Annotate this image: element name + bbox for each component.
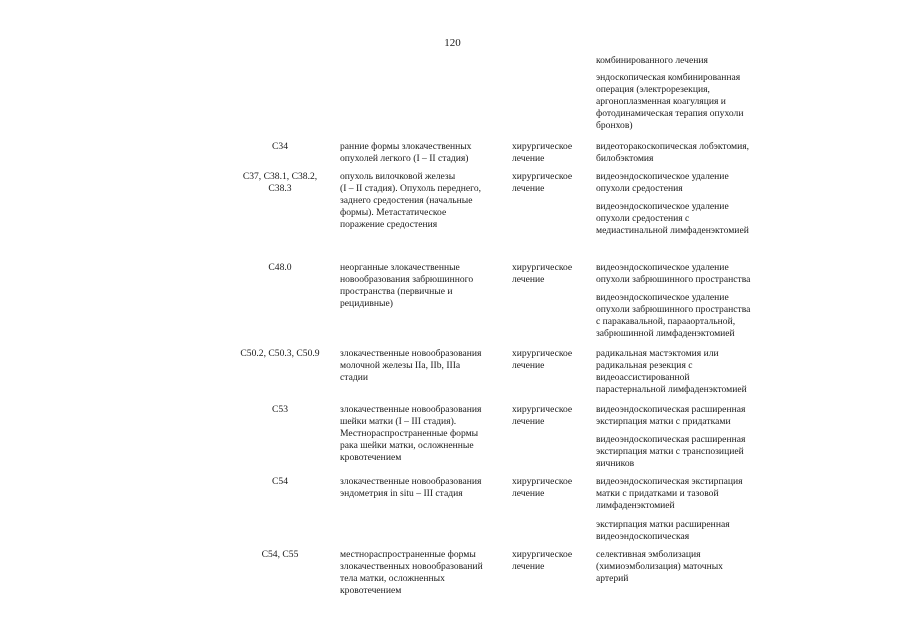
text-line: видеоэндоскопическая: [596, 531, 690, 543]
text-line: опухоли средостения: [596, 183, 683, 195]
diagnosis-cell: [340, 141, 508, 165]
treatment-type-cell: [512, 171, 596, 195]
page-number: 120: [444, 37, 461, 49]
text-line: аргоноплазменная коагуляция и: [596, 96, 726, 108]
text-line: кровотечением: [340, 585, 402, 597]
diagnosis-cell: [340, 549, 508, 597]
text-line: билобэктомия: [596, 153, 654, 165]
text-line: экстирпация матки с транспозицией: [596, 446, 744, 458]
text-line: фотодинамическая терапия опухоли: [596, 108, 744, 120]
text-line: видеоторакоскопическая лобэктомия,: [596, 141, 750, 152]
text-line: радикальная резекция с: [596, 360, 693, 372]
text-line: C53: [272, 404, 288, 415]
text-line: хирургическое: [512, 171, 573, 182]
text-line: лечение: [512, 274, 545, 286]
treatment-type-cell: [512, 476, 596, 500]
text-line: поражение средостения: [340, 219, 438, 231]
text-line: экстирпация матки с придатками: [596, 416, 731, 428]
text-line: хирургическое: [512, 348, 573, 359]
text-line: заднего средостения (начальные: [340, 195, 473, 207]
text-line: лечение: [512, 183, 545, 195]
text-line: тела матки, осложненных: [340, 573, 445, 585]
icd-code-cell: [228, 348, 332, 360]
text-line: C50.2, C50.3, C50.9: [240, 348, 320, 359]
text-line: видеоассистированной: [596, 372, 690, 384]
diagnosis-cell: [340, 348, 508, 384]
text-line: артерий: [596, 573, 629, 585]
text-line: эндоскопическая комбинированная: [596, 72, 741, 83]
icd-code-cell: [228, 171, 332, 195]
text-line: опухолей легкого (I – II стадия): [340, 153, 469, 165]
text-line: видеоэндоскопическое удаление: [596, 262, 729, 273]
text-line: лимфаденэктомией: [596, 500, 675, 512]
method-cell: [596, 55, 776, 67]
text-line: местнораспространенные формы: [340, 549, 476, 560]
text-line: C34: [272, 141, 288, 152]
method-cell: [596, 72, 776, 132]
text-line: хирургическое: [512, 476, 573, 487]
text-line: яичников: [596, 458, 635, 470]
text-line: C38.3: [268, 183, 292, 195]
text-line: лечение: [512, 360, 545, 372]
text-line: стадии: [340, 372, 368, 384]
text-line: (I – II стадия). Опухоль переднего,: [340, 183, 482, 195]
text-line: видеоэндоскопическое удаление: [596, 201, 729, 212]
text-line: опухоль вилочковой железы: [340, 171, 456, 182]
text-line: C54: [272, 476, 288, 487]
icd-code-cell: [228, 476, 332, 488]
text-line: злокачественные новообразования: [340, 348, 482, 359]
icd-code-cell: [228, 262, 332, 274]
method-cell: [596, 434, 776, 470]
text-line: злокачественных новообразований: [340, 561, 483, 573]
method-cell: [596, 476, 776, 512]
text-line: опухоли забрюшинного пространства: [596, 304, 751, 316]
text-line: формы). Метастатическое: [340, 207, 447, 219]
text-line: матки с придатками и тазовой: [596, 488, 719, 500]
text-line: рака шейки матки, осложненные: [340, 440, 474, 452]
diagnosis-cell: [340, 262, 508, 310]
method-cell: [596, 348, 776, 396]
treatment-type-cell: [512, 348, 596, 372]
text-line: комбинированного лечения: [596, 55, 708, 66]
text-line: C54, C55: [261, 549, 299, 560]
text-line: лечение: [512, 416, 545, 428]
text-line: ранние формы злокачественных: [340, 141, 472, 152]
text-line: хирургическое: [512, 404, 573, 415]
text-line: экстирпация матки расширенная: [596, 519, 730, 530]
text-line: опухоли средостения с: [596, 213, 690, 225]
text-line: кровотечением: [340, 452, 402, 464]
method-cell: [596, 201, 776, 237]
icd-code-cell: [228, 549, 332, 561]
treatment-type-cell: [512, 549, 596, 573]
text-line: опухоли забрюшинного пространства: [596, 274, 751, 286]
text-line: медиастинальной лимфаденэктомией: [596, 225, 749, 237]
icd-code-cell: [228, 141, 332, 153]
text-line: операция (электрорезекция,: [596, 84, 710, 96]
text-line: пространства (первичные и: [340, 286, 453, 298]
text-line: злокачественные новообразования: [340, 404, 482, 415]
method-cell: [596, 404, 776, 428]
method-cell: [596, 171, 776, 195]
method-cell: [596, 141, 776, 165]
text-line: забрюшинной лимфаденэктомией: [596, 328, 735, 340]
text-line: хирургическое: [512, 141, 573, 152]
text-line: хирургическое: [512, 549, 573, 560]
text-line: молочной железы IIa, IIb, IIIa: [340, 360, 461, 372]
text-line: видеоэндоскопическое удаление: [596, 171, 729, 182]
text-line: видеоэндоскопическая расширенная: [596, 434, 746, 445]
text-line: хирургическое: [512, 262, 573, 273]
text-line: шейки матки (I – III стадия).: [340, 416, 457, 428]
text-line: лечение: [512, 561, 545, 573]
text-line: видеоэндоскопическая экстирпация: [596, 476, 743, 487]
text-line: селективная эмболизация: [596, 549, 701, 560]
text-line: (химиоэмболизация) маточных: [596, 561, 723, 573]
diagnosis-cell: [340, 476, 508, 500]
text-line: неорганные злокачественные: [340, 262, 460, 273]
diagnosis-cell: [340, 171, 508, 231]
text-line: злокачественные новообразования: [340, 476, 482, 487]
text-line: с паракавальной, парааортальной,: [596, 316, 736, 328]
method-cell: [596, 519, 776, 543]
text-line: радикальная мастэктомия или: [596, 348, 719, 359]
text-line: эндометрия in situ – III стадия: [340, 488, 463, 500]
text-line: лечение: [512, 153, 545, 165]
text-line: рецидивные): [340, 298, 393, 310]
treatment-type-cell: [512, 141, 596, 165]
method-cell: [596, 549, 776, 585]
diagnosis-cell: [340, 404, 508, 464]
text-line: видеоэндоскопическое удаление: [596, 292, 729, 303]
text-line: видеоэндоскопическая расширенная: [596, 404, 746, 415]
text-line: Местнораспространенные формы: [340, 428, 479, 440]
text-line: C37, C38.1, C38.2,: [242, 171, 318, 182]
treatment-type-cell: [512, 262, 596, 286]
text-line: лечение: [512, 488, 545, 500]
text-line: новообразования забрюшинного: [340, 274, 474, 286]
text-line: C48.0: [268, 262, 292, 273]
icd-code-cell: [228, 404, 332, 416]
text-line: парастернальной лимфаденэктомией: [596, 384, 747, 396]
method-cell: [596, 292, 776, 340]
treatment-type-cell: [512, 404, 596, 428]
method-cell: [596, 262, 776, 286]
text-line: бронхов): [596, 120, 633, 132]
